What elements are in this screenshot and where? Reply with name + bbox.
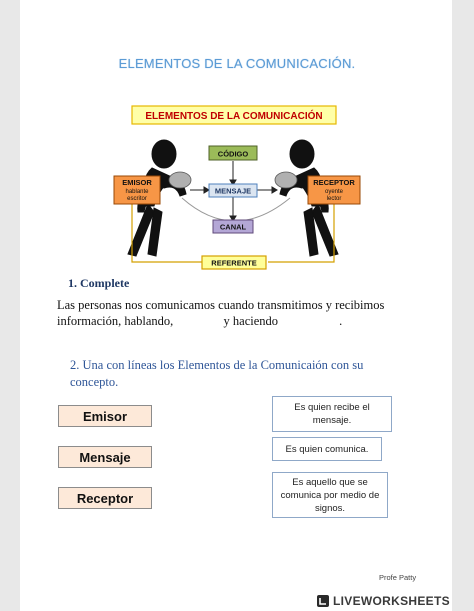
- author-credit: Profe Patty: [379, 573, 417, 582]
- term-mensaje-box[interactable]: [58, 446, 152, 468]
- term-label: Emisor: [82, 408, 128, 424]
- emisor-title: EMISOR: [122, 178, 152, 187]
- emisor-line2: escritor: [127, 196, 147, 202]
- receiver-package-icon: [275, 172, 297, 188]
- term-label: Receptor: [76, 490, 134, 506]
- question-2-heading: 2. Una con líneas los Elementos de la Comunicaión con su concepto.: [70, 358, 364, 389]
- receptor-line2: lector: [326, 196, 342, 202]
- question-1-paragraph: [57, 297, 427, 329]
- question-1-heading: 1. Complete: [68, 276, 130, 290]
- question-1-text-a: Las personas nos comunicamos cuando transmitimos y recibimos información, hablando,: [57, 298, 385, 328]
- definition-text: Es quien recibe el mensaje.: [294, 402, 370, 426]
- definition-emisor-box[interactable]: [272, 437, 382, 461]
- term-label: Mensaje: [79, 449, 131, 465]
- communication-diagram: [102, 104, 372, 274]
- liveworksheets-logo: [316, 592, 450, 609]
- term-receptor-box[interactable]: [58, 487, 152, 509]
- definition-text: Es quien comunica.: [285, 443, 369, 455]
- page-title: ELEMENTOS DE LA COMUNICACIÓN.: [118, 56, 356, 71]
- sender-package-icon: [169, 172, 191, 188]
- diagram-heading: ELEMENTOS DE LA COMUNICACIÓN: [145, 111, 323, 122]
- mensaje-label: MENSAJE: [214, 186, 252, 196]
- definition-text: Es aquello que se comunica por medio de signos.: [280, 476, 380, 514]
- emisor-line1: hablante: [125, 189, 149, 195]
- referente-label: REFERENTE: [211, 258, 257, 268]
- liveworksheets-logo-icon: [316, 594, 330, 608]
- question-1-text-c: .: [339, 314, 343, 328]
- definition-receptor-box[interactable]: [272, 396, 392, 432]
- brand-text: LIVEWORKSHEETS: [333, 593, 450, 608]
- communication-arc: [182, 198, 290, 221]
- receptor-line1: oyente: [324, 189, 344, 195]
- codigo-label: CÓDIGO: [217, 149, 249, 159]
- term-emisor-box[interactable]: [58, 405, 152, 427]
- definition-mensaje-box[interactable]: [272, 472, 388, 518]
- question-1-text-b: y haciendo: [223, 314, 279, 328]
- canal-label: CANAL: [219, 222, 247, 232]
- receptor-title: RECEPTOR: [313, 178, 355, 187]
